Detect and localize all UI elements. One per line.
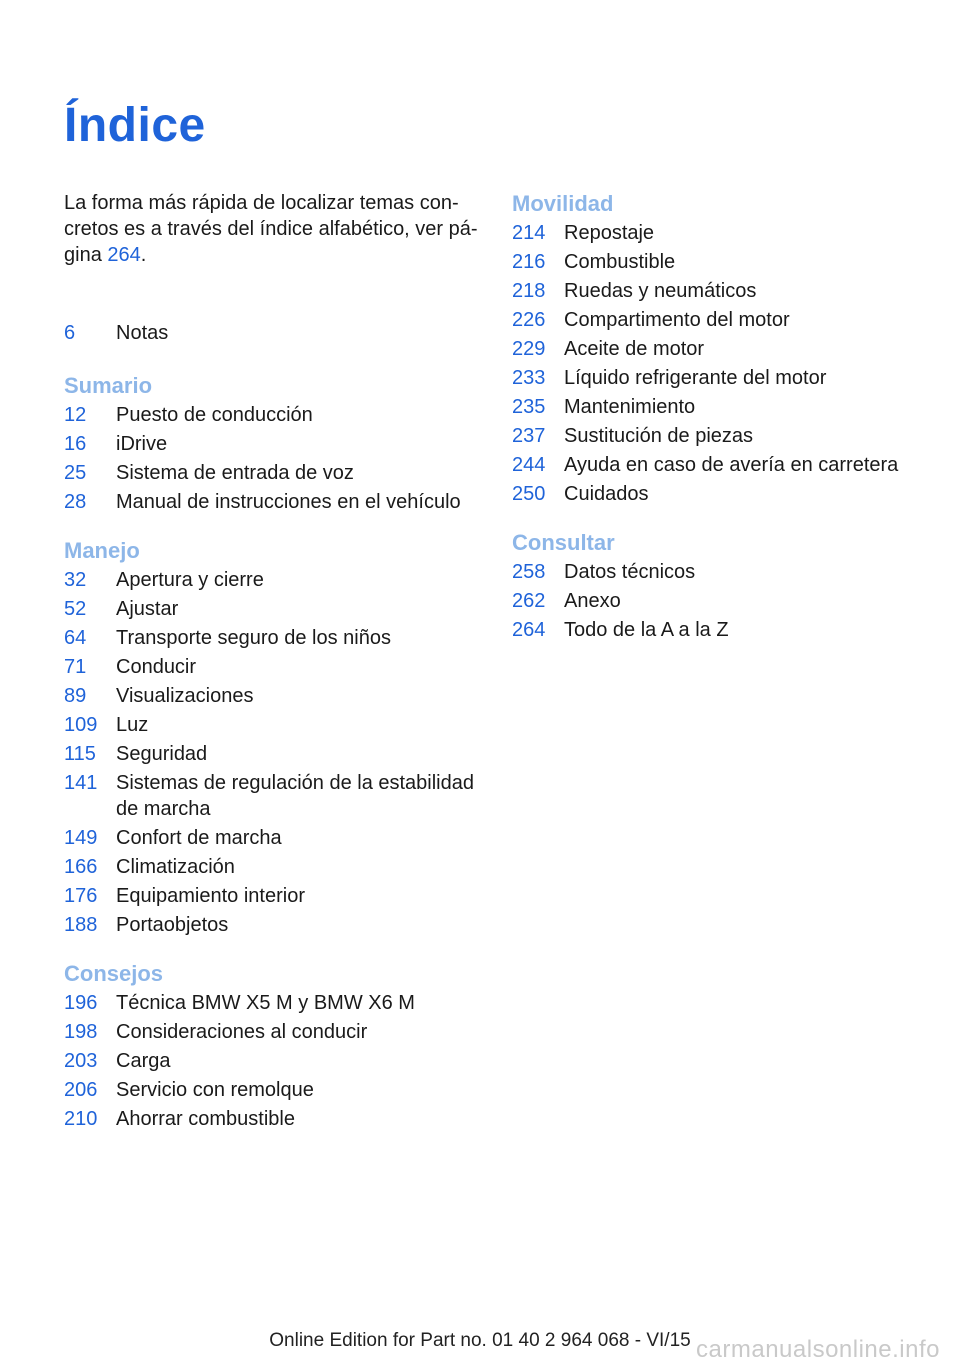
toc-entry-label: Sistemas de regulación de la estabilidad de marcha [116, 771, 474, 820]
toc-entry-label: Transporte seguro de los niños [116, 626, 391, 649]
toc-entry-label: Climatización [116, 855, 235, 878]
toc-page-number[interactable]: 206 [64, 1078, 98, 1101]
section-heading: Consultar [512, 530, 615, 555]
toc-entry-label: Sustitución de piezas [564, 424, 754, 447]
toc-entry[interactable] [512, 586, 912, 615]
toc-page-number[interactable]: 89 [64, 684, 87, 707]
toc-section [512, 190, 912, 508]
toc-entry-label: Anexo [564, 589, 621, 612]
toc-entry-label: Ajustar [116, 597, 179, 620]
toc-page-number[interactable]: 149 [64, 826, 98, 849]
toc-section [64, 960, 494, 1133]
toc-page-number[interactable]: 52 [64, 597, 87, 620]
toc-entry[interactable] [64, 910, 494, 939]
toc-page-number[interactable]: 218 [512, 279, 546, 302]
alphabetical-index-link[interactable]: 264 [107, 244, 141, 266]
toc-entry-label: Cuidados [564, 482, 649, 505]
toc-entry-label: Confort de marcha [116, 826, 282, 849]
toc-entry[interactable] [64, 681, 494, 710]
toc-entry-label: Consideraciones al conducir [116, 1020, 368, 1043]
standalone-entries [64, 318, 494, 347]
toc-entry-label: Sistema de entrada de voz [116, 461, 354, 484]
toc-entry[interactable] [64, 318, 494, 347]
page-title: Índice [64, 99, 206, 152]
toc-entry-label: Repostaje [564, 221, 655, 244]
toc-entry[interactable] [64, 400, 494, 429]
toc-page-number[interactable]: 6 [64, 321, 76, 344]
toc-page-number[interactable]: 264 [512, 618, 546, 641]
section-heading: Consejos [64, 961, 164, 986]
toc-page-number[interactable]: 198 [64, 1020, 98, 1043]
toc-entry[interactable] [64, 710, 494, 739]
toc-entry-label: Mantenimiento [564, 395, 696, 418]
intro-paragraph [64, 190, 479, 268]
section-heading: Movilidad [512, 191, 614, 216]
toc-entry-label: Servicio con remolque [116, 1078, 314, 1101]
toc-entry[interactable] [64, 1046, 494, 1075]
toc-entry[interactable] [64, 1017, 494, 1046]
toc-entry[interactable] [64, 1075, 494, 1104]
toc-page-number[interactable]: 196 [64, 991, 98, 1014]
toc-entry[interactable] [64, 652, 494, 681]
toc-entry[interactable] [64, 623, 494, 652]
toc-page-number[interactable]: 216 [512, 250, 546, 273]
toc-page-number[interactable]: 235 [512, 395, 546, 418]
toc-entry-label: Aceite de motor [564, 337, 705, 360]
toc-entry[interactable] [512, 334, 912, 363]
section-heading: Manejo [64, 538, 140, 563]
toc-entry[interactable] [64, 881, 494, 910]
toc-page-number[interactable]: 16 [64, 432, 87, 455]
toc-entry[interactable] [64, 487, 494, 516]
toc-entry[interactable] [64, 594, 494, 623]
toc-entry-label: Seguridad [116, 742, 208, 765]
toc-entry-label: Manual de instrucciones en el vehículo [116, 490, 461, 513]
toc-page-number[interactable]: 233 [512, 366, 546, 389]
right-sections [512, 190, 912, 644]
toc-entry[interactable] [512, 450, 912, 479]
toc-entry-label: Apertura y cierre [116, 568, 264, 591]
toc-page-number[interactable]: 262 [512, 589, 546, 612]
footer-text: Online Edition for Part no. 01 40 2 964 068 - VI/15 [269, 1330, 691, 1351]
toc-page-number[interactable]: 237 [512, 424, 546, 447]
toc-page-number[interactable]: 210 [64, 1107, 98, 1130]
intro-text: La forma más rápida de localizar temas con-cretos es a través del índice alfabético, ver pá-gina [64, 192, 478, 266]
toc-page-number[interactable]: 64 [64, 626, 87, 649]
toc-entry-label: Compartimento del motor [564, 308, 790, 331]
toc-entry-label: Portaobjetos [116, 913, 229, 936]
toc-section [512, 529, 912, 644]
toc-entry[interactable] [512, 479, 912, 508]
toc-page-number[interactable]: 109 [64, 713, 98, 736]
toc-entry-label: iDrive [116, 432, 168, 455]
toc-page-number[interactable]: 32 [64, 568, 87, 591]
toc-page-number[interactable]: 203 [64, 1049, 98, 1072]
toc-page-number[interactable]: 258 [512, 560, 546, 583]
toc-page-number[interactable]: 176 [64, 884, 98, 907]
toc-entry[interactable] [64, 739, 494, 768]
toc-page-number[interactable]: 226 [512, 308, 546, 331]
toc-entry[interactable] [512, 276, 912, 305]
toc-page-number[interactable]: 214 [512, 221, 546, 244]
toc-page-number[interactable]: 115 [64, 742, 96, 765]
toc-entry-label: Luz [116, 713, 149, 736]
toc-entry-label: Ayuda en caso de avería en carretera [564, 453, 899, 476]
toc-entry-label: Ruedas y neumáticos [564, 279, 757, 302]
toc-page-number[interactable]: 12 [64, 403, 87, 426]
toc-entry[interactable] [64, 823, 494, 852]
left-sections [64, 372, 494, 1133]
toc-page-number[interactable]: 188 [64, 913, 98, 936]
toc-entry-label: Todo de la A a la Z [564, 618, 729, 641]
toc-page-number[interactable]: 25 [64, 461, 87, 484]
toc-page-number[interactable]: 166 [64, 855, 98, 878]
toc-entry[interactable] [512, 557, 912, 586]
toc-entry[interactable] [512, 218, 912, 247]
toc-left-column [64, 318, 494, 1154]
toc-page-number[interactable]: 244 [512, 453, 546, 476]
toc-entry[interactable] [64, 768, 494, 823]
toc-page-number[interactable]: 141 [64, 771, 98, 794]
toc-entry[interactable] [64, 458, 494, 487]
toc-section [64, 537, 494, 939]
toc-entry[interactable] [64, 852, 494, 881]
toc-entry-label: Notas [116, 321, 169, 344]
toc-entry-label: Visualizaciones [116, 684, 254, 707]
toc-entry[interactable] [512, 392, 912, 421]
toc-entry[interactable] [512, 421, 912, 450]
toc-entry[interactable] [64, 565, 494, 594]
section-heading: Sumario [64, 373, 153, 398]
toc-entry-label: Conducir [116, 655, 197, 678]
toc-entry[interactable] [64, 429, 494, 458]
toc-entry[interactable] [512, 363, 912, 392]
toc-entry[interactable] [512, 615, 912, 644]
toc-entry[interactable] [512, 247, 912, 276]
toc-entry[interactable] [64, 988, 494, 1017]
toc-page-number[interactable]: 229 [512, 337, 546, 360]
toc-section [64, 372, 494, 516]
toc-entry-label: Datos técnicos [564, 560, 696, 583]
toc-entry-label: Técnica BMW X5 M y BMW X6 M [116, 991, 415, 1014]
toc-right-column [512, 190, 912, 665]
toc-page-number[interactable]: 28 [64, 490, 87, 513]
toc-entry-label: Combustible [564, 250, 676, 273]
toc-entry[interactable] [512, 305, 912, 334]
toc-page-number[interactable]: 250 [512, 482, 546, 505]
intro-end: . [140, 244, 147, 266]
toc-entry-label: Puesto de conducción [116, 403, 313, 426]
toc-entry-label: Equipamiento interior [116, 884, 305, 907]
toc-entry[interactable] [64, 1104, 494, 1133]
toc-entry-label: Carga [116, 1049, 171, 1072]
toc-entry-label: Ahorrar combustible [116, 1107, 295, 1130]
watermark: carmanualsonline.info [696, 1336, 940, 1363]
toc-entry-label: Líquido refrigerante del motor [564, 366, 827, 389]
toc-page-number[interactable]: 71 [64, 655, 87, 678]
